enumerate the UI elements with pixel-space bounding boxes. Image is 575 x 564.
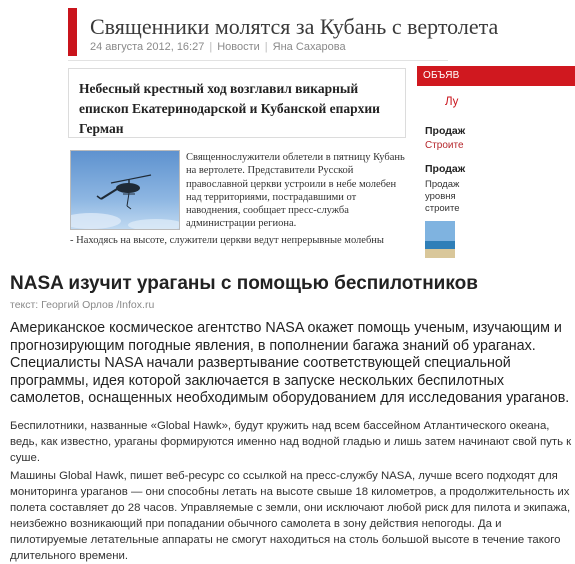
author-link[interactable]: Яна Сахарова (272, 41, 346, 53)
top-news-clipping (0, 0, 575, 258)
article-body-text: Священнослужители облетели в пятницу Кубань на вертолете. Представители Русской православной церкви устроили в небе молебен над территориями, пострадавшими от наводнения, сообщает пресс-служба администрации региона. (186, 152, 405, 230)
helicopter-photo-image (71, 151, 180, 230)
meta-separator: | (209, 41, 213, 53)
ad-text: уровня (425, 191, 456, 202)
article-body-text-continued: - Находясь на высоте, служители церкви ведут непрерывные молебны (70, 235, 384, 246)
article-paragraph: Беспилотники, названные «Global Hawk», будут кружить над всем бассейном Атлантического океана, ведь, как известно, ураганы формируются именно над водной гладью и лишь затем начинают свой путь к суше. (10, 420, 572, 464)
ads-header: ОБЪЯВ (417, 66, 575, 86)
ad-title[interactable]: Продаж (425, 163, 466, 175)
page-title[interactable]: Священники молятся за Кубань с вертолета (90, 14, 499, 39)
nasa-article (0, 258, 575, 562)
article-date: 24 августа 2012, 16:27 (90, 41, 205, 53)
meta-separator: | (264, 41, 268, 53)
ads-link[interactable]: Лу (445, 96, 459, 108)
article-headline: NASA изучит ураганы с помощью беспилотников (10, 273, 478, 294)
article-meta (90, 41, 346, 53)
ad-subtitle[interactable]: Строите (425, 140, 464, 151)
ad-text: Продаж (425, 179, 460, 190)
ad-title[interactable]: Продаж (425, 125, 466, 137)
lead-box (68, 68, 406, 138)
ads-column (417, 66, 575, 258)
headline-accent-bar (68, 8, 77, 56)
article-lead: Американское космическое агентство NASA окажет помощь ученым, изучающим и прогнозирующим погодные явления, в пополнении багажа знаний об ураганах. Специалисты NASA начали развертывание соответствующей специальной программы, идея которой заключается в запуске нескольких беспилотных самолетов, оснащенных необходимым оборудованием для исследования ураганов. (10, 320, 570, 407)
helicopter-photo[interactable] (70, 150, 180, 230)
lead-text: Небесный крестный ход возглавил викарный епископ Екатеринодарской и Кубанской епархии Герман (79, 81, 380, 136)
divider (68, 60, 448, 61)
ad-thumbnail[interactable] (425, 221, 455, 258)
article-paragraph: Машины Global Hawk, пишет веб-ресурс со ссылкой на пресс-службу NASA, лучше всего подходят для мониторинга ураганов — они способны летать на высоте свыше 18 километров, а продолжительность их полета составляет до 28 часов. Управляемые с земли, они исключают любой риск для пилота и экипажа, неизбежно возникающий при попадании обычного самолета в зону действия непогоды. Да и пилотируемые летательные аппараты не смогут находиться на столь большой высоте в течение такого длительного времени. (10, 470, 571, 562)
section-link[interactable]: Новости (217, 41, 260, 53)
ad-text: строите (425, 203, 460, 214)
article-byline: текст: Георгий Орлов /Infox.ru (10, 299, 155, 311)
